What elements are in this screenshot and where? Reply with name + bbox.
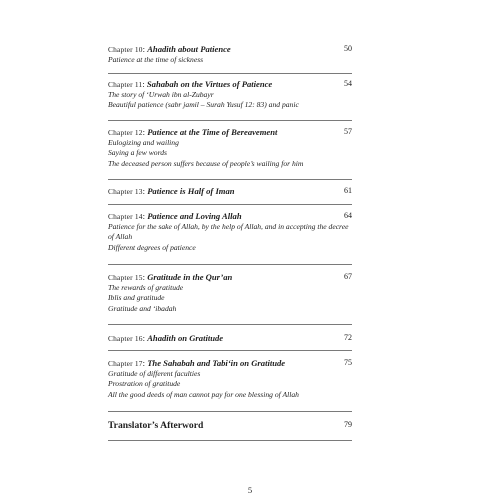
page-number-ref: 67 (344, 272, 352, 281)
page-number-ref: 61 (344, 186, 352, 195)
chapter-heading: Chapter 14: Patience and Loving Allah (108, 211, 242, 221)
chapter-label: Chapter 17 (108, 359, 143, 368)
toc-subtopic: Prostration of gratitude (108, 379, 181, 389)
page-number-ref: 57 (344, 127, 352, 136)
chapter-label: Chapter 10 (108, 45, 143, 54)
chapter-title: Gratitude in the Qur’an (147, 272, 233, 282)
toc-entry-chapter-12 (108, 127, 352, 169)
chapter-heading: Chapter 11: Sahabah on the Virtues of Patience (108, 79, 273, 89)
chapter-heading: Chapter 15: Gratitude in the Qur’an (108, 272, 233, 282)
divider (108, 411, 352, 412)
toc-subtopic: The deceased person suffers because of people’s wailing for him (108, 158, 304, 168)
chapter-heading: Chapter 12: Patience at the Time of Bereavement (108, 127, 278, 137)
toc-subtopic: Iblis and gratitude (108, 293, 165, 303)
chapter-title: Patience and Loving Allah (147, 211, 242, 221)
toc-subtopic: Saying a few words (108, 148, 167, 158)
toc-entry-chapter-11 (108, 79, 352, 111)
divider (108, 73, 352, 74)
chapter-heading: Chapter 10: Ahadith about Patience (108, 44, 231, 54)
toc-subtopic: Different degrees of patience (108, 242, 196, 252)
toc-entry-afterword (108, 420, 352, 431)
toc-subtopic: All the good deeds of man cannot pay for one blessing of Allah (108, 389, 299, 399)
toc-entry-chapter-17 (108, 358, 352, 400)
divider (108, 204, 352, 205)
chapter-title: The Sahabah and Tabi‘in on Gratitude (147, 358, 286, 368)
toc-subtopic: Patience at the time of sickness (108, 55, 204, 64)
divider (108, 264, 352, 265)
chapter-label: Chapter 15 (108, 273, 143, 282)
afterword-title: Translator’s Afterword (108, 420, 204, 431)
chapter-label: Chapter 11 (108, 80, 143, 89)
toc-entry-chapter-13 (108, 186, 352, 197)
divider (108, 120, 352, 121)
toc-subtopic: Patience for the sake of Allah, by the help of Allah, and in accepting the decree of Allah (108, 222, 349, 242)
toc-subtopic: Eulogizing and wailing (108, 138, 179, 147)
page-number-ref: 79 (344, 420, 352, 429)
chapter-title: Ahadith about Patience (147, 44, 231, 54)
divider (108, 350, 352, 351)
chapter-title: Patience at the Time of Bereavement (147, 127, 278, 137)
toc-entry-chapter-14 (108, 211, 352, 253)
chapter-title: Sahabah on the Virtues of Patience (146, 79, 273, 89)
chapter-heading: Chapter 16: Ahadith on Gratitude (108, 333, 224, 343)
chapter-heading: Chapter 13: Patience is Half of Iman (108, 186, 235, 196)
page-number-ref: 75 (344, 358, 352, 367)
toc-subtopic: Gratitude and ‘ibadah (108, 303, 177, 313)
toc-subtopic: The story of ‘Urwah ibn al-Zubayr (108, 90, 214, 99)
toc-entry-chapter-15 (108, 272, 352, 314)
page-number-ref: 50 (344, 44, 352, 53)
chapter-label: Chapter 13 (108, 187, 143, 196)
chapter-heading: Chapter 17: The Sahabah and Tabi‘in on Gratitude (108, 358, 286, 368)
page-number: 5 (247, 485, 253, 495)
divider (108, 324, 352, 325)
toc-entry-chapter-10 (108, 44, 352, 65)
page-number-ref: 72 (344, 333, 352, 342)
divider (108, 440, 352, 441)
toc-subtopic: The rewards of gratitude (108, 283, 184, 292)
divider (108, 179, 352, 180)
chapter-title: Patience is Half of Iman (147, 186, 235, 196)
toc-subtopic: Gratitude of different faculties (108, 369, 201, 378)
page-number-ref: 54 (344, 79, 352, 88)
toc-entry-chapter-16 (108, 333, 352, 344)
page-number-ref: 64 (344, 211, 352, 220)
chapter-label: Chapter 14 (108, 212, 143, 221)
chapter-title: Ahadith on Gratitude (147, 333, 224, 343)
toc-subtopic: Beautiful patience (sabr jamil – Surah Yusuf 12: 83) and panic (108, 100, 299, 110)
chapter-label: Chapter 12 (108, 128, 143, 137)
chapter-label: Chapter 16 (108, 334, 143, 343)
